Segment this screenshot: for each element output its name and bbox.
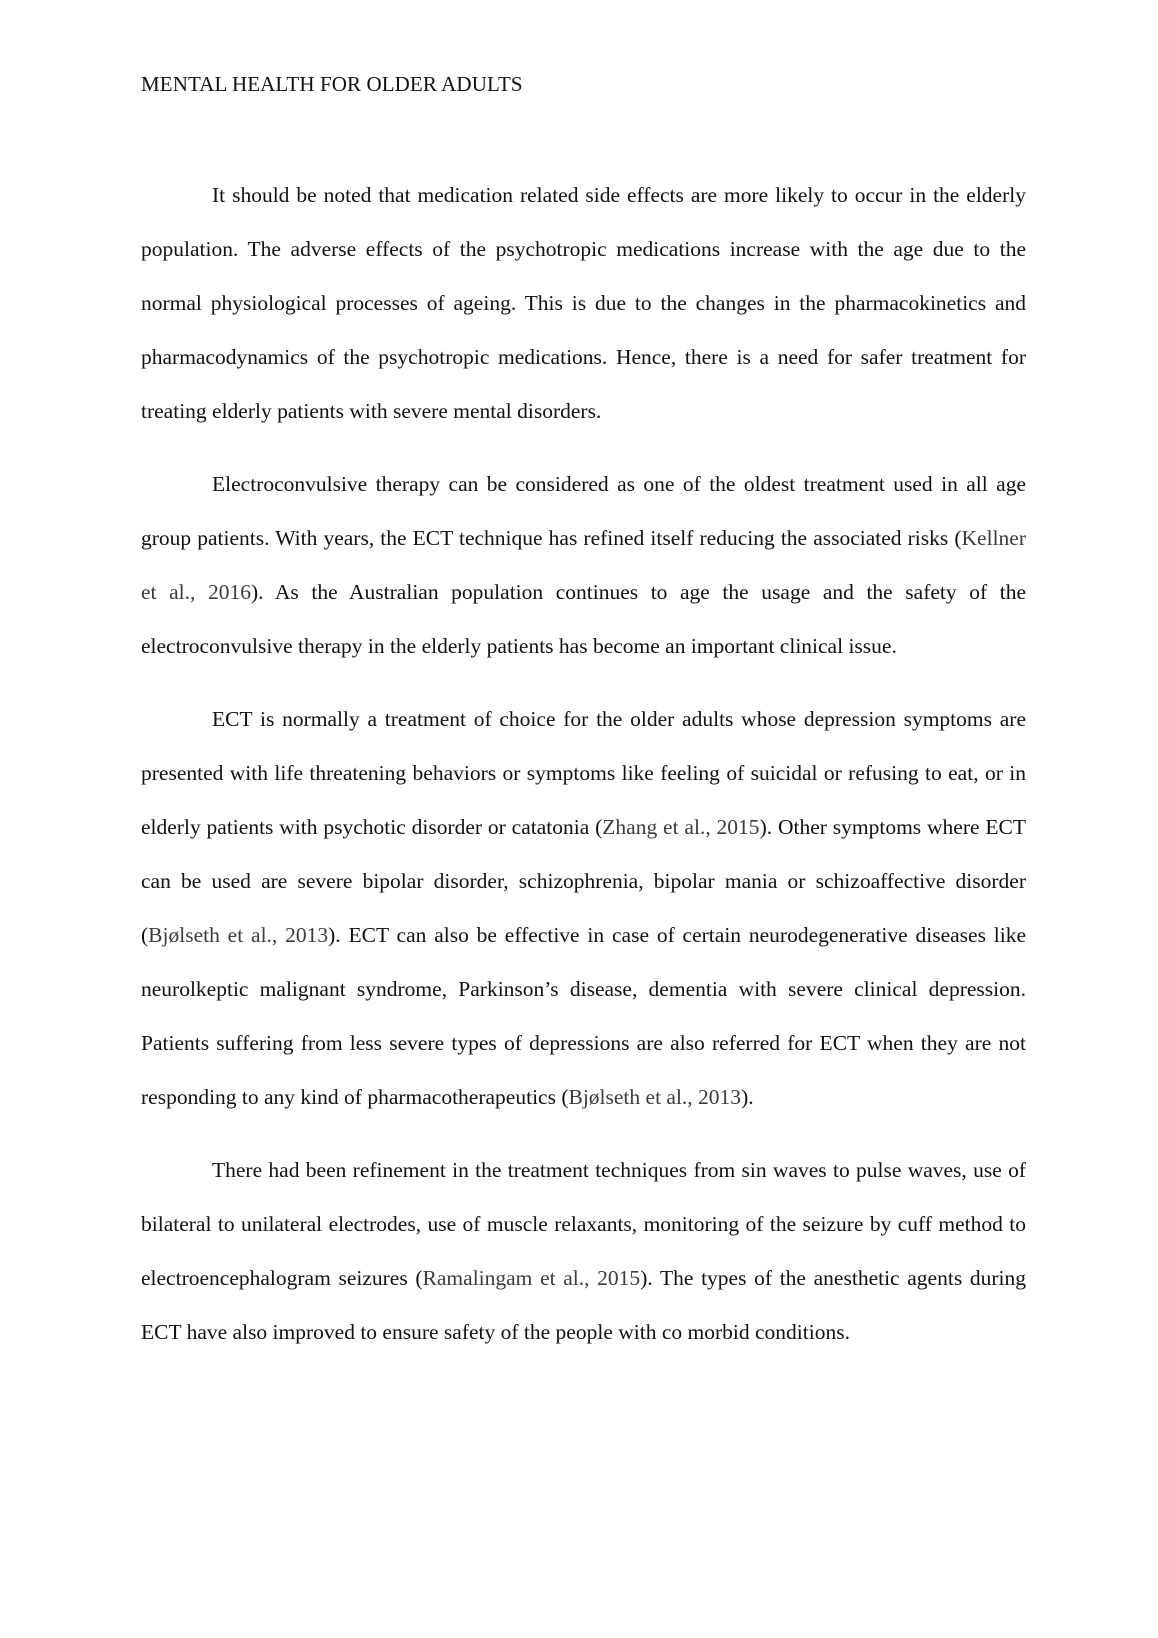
- paragraph-technique-refinement: [141, 1143, 1026, 1359]
- paragraph-text: ). Other symptoms where ECT can be used are severe bipolar disorder, schizophrenia, bipolar mania or schizoaffective disorder (: [141, 815, 1026, 947]
- citation-kellner: Kellner et al., 2016: [141, 526, 1026, 604]
- paragraph-text: ECT is normally a treatment of choice for the older adults whose depression symptoms are presented with life threatening behaviors or symptoms like feeling of suicidal or refusing to eat, or in elderly patients with psychotic disorder or catatonia (: [141, 707, 1026, 839]
- citation-bjolseth: Bjølseth et al., 2013: [148, 923, 329, 947]
- body-text: [141, 168, 1026, 1378]
- citation-ramalingam: Ramalingam et al., 2015: [422, 1266, 641, 1290]
- paragraph-text: There had been refinement in the treatment techniques from sin waves to pulse waves, use of bilateral to unilateral electrodes, use of muscle relaxants, monitoring of the seizure by cuff method to electroencephalogram seizures (: [141, 1158, 1026, 1290]
- paragraph-ect-indications: [141, 692, 1026, 1124]
- paragraph-side-effects: [141, 168, 1026, 438]
- paragraph-ect-history: [141, 457, 1026, 673]
- paragraph-text: ). As the Australian population continues to age the usage and the safety of the electroconvulsive therapy in the elderly patients has become an important clinical issue.: [141, 580, 1026, 658]
- paragraph-text: Electroconvulsive therapy can be considered as one of the oldest treatment used in all age group patients. With years, the ECT technique has refined itself reducing the associated risks (: [141, 472, 1026, 550]
- running-head: MENTAL HEALTH FOR OLDER ADULTS: [141, 72, 523, 96]
- paragraph-text: ). ECT can also be effective in case of certain neurodegenerative diseases like neurolkeptic malignant syndrome, Parkinson’s disease, dementia with severe clinical depression. Patients suffering from less severe types of depressions are also referred for ECT when they are not responding to any kind of pharmacotherapeutics (: [141, 923, 1027, 1109]
- paragraph-text: It should be noted that medication related side effects are more likely to occur in the elderly population. The adverse effects of the psychotropic medications increase with the age due to the normal physiological processes of ageing. This is due to the changes in the pharmacokinetics and pharmacodynamics of the psychotropic medications. Hence, there is a need for safer treatment for treating elderly patients with severe mental disorders.: [141, 183, 1026, 423]
- paragraph-text: ).: [741, 1085, 754, 1109]
- paragraph-text: ). The types of the anesthetic agents during ECT have also improved to ensure safety of the people with co morbid conditions.: [141, 1266, 1026, 1344]
- citation-bjolseth: Bjølseth et al., 2013: [568, 1085, 742, 1109]
- citation-zhang: Zhang et al., 2015: [602, 815, 760, 839]
